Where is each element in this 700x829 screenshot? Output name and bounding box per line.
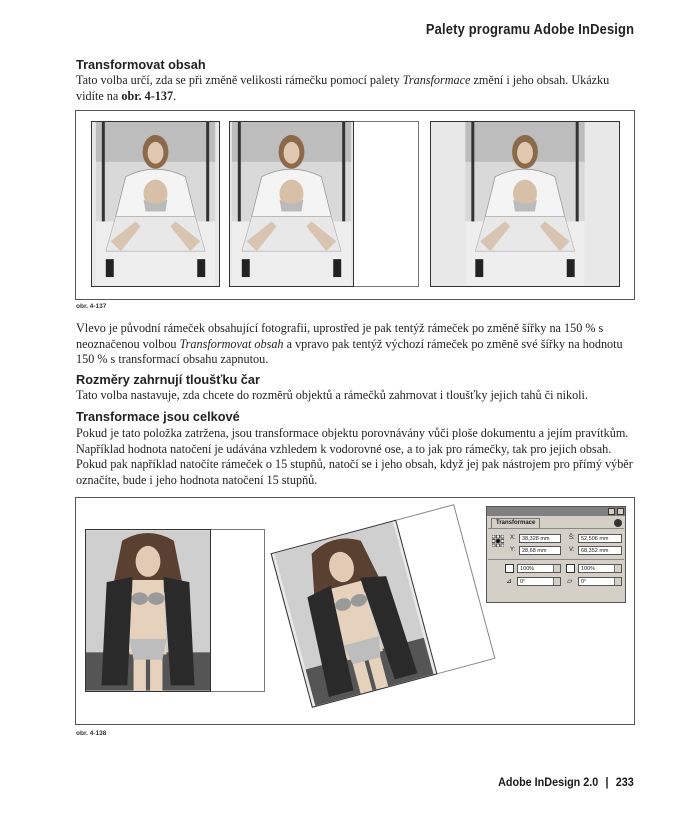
page-header-title: Palety programu Adobe InDesign — [425, 21, 634, 38]
chevron-down-icon[interactable] — [553, 578, 560, 585]
rotate-select[interactable] — [517, 577, 561, 586]
footer-book-title: Adobe InDesign 2.0 — [498, 775, 599, 789]
chevron-down-icon[interactable] — [553, 565, 560, 572]
figure-explanation-paragraph — [76, 321, 636, 368]
photo-original — [85, 529, 211, 692]
section-include-stroke-paragraph: Tato volba nastavuje, zda chcete do rozměrů objektů a rámečků zahrnovat i tloušťky jejich tahů či nikoli. — [76, 388, 588, 402]
x-position-field[interactable]: 38,328 mm — [519, 534, 561, 543]
section-transform-global-paragraph: Pokud je tato položka zatržena, jsou transformace objektu porovnávány vůči ploše dokumentu a jejím pravítkům. Například hodnota natočení je udávána vzhledem k vodorovné ose, a to jak pro rámečky, tak pro jejich obsah. Pokud pak například natočíte rámeček o 15 stupňů, natočí se i jeho obsah, když jej pak nástrojem pro přímý výběr označíte, bude i jeho hodnota natočení 15 stupňů. — [76, 426, 633, 487]
paragraph-text: změní i jeho obsah. Ukázku vidíte na — [76, 73, 610, 103]
palette-close-button[interactable] — [617, 508, 624, 515]
width-label: Š: — [569, 535, 575, 541]
section-heading-transform-content: Transformovat obsah — [76, 58, 206, 72]
palette-tab-transform[interactable]: Transformace — [491, 518, 540, 528]
scale-y-select[interactable] — [578, 564, 622, 573]
footer-separator: | — [605, 775, 609, 789]
shear-icon: ▱ — [567, 578, 573, 585]
photo-image — [86, 530, 210, 691]
transform-palette — [486, 506, 626, 603]
paragraph-emphasis: Transformace — [402, 73, 471, 87]
photo-image — [92, 122, 219, 286]
photo-image — [230, 122, 353, 286]
photo-resized-with-transform — [430, 121, 620, 287]
paragraph-text: Vlevo je původní rámeček obsahující fotografii, uprostřed je pak tentýž rámeček po změně šířky na 150 % s neoznačenou volbou — [76, 321, 604, 351]
palette-menu-icon[interactable] — [614, 519, 622, 527]
palette-titlebar[interactable] — [487, 507, 625, 516]
reference-point-icon[interactable] — [492, 535, 504, 547]
section-heading-include-stroke: Rozměry zahrnují tloušťku čar — [76, 373, 260, 387]
section-transform-content-paragraph — [76, 73, 636, 104]
palette-divider — [488, 559, 624, 560]
photo-image — [431, 122, 619, 286]
scale-x-icon — [505, 564, 514, 573]
chevron-down-icon[interactable] — [614, 565, 621, 572]
scale-y-value: 100% — [581, 566, 596, 572]
rotate-value: 0° — [520, 579, 526, 585]
paragraph-emphasis: Transformovat obsah — [179, 336, 284, 351]
photo-original-frame — [91, 121, 220, 287]
height-field[interactable]: 68,352 mm — [578, 546, 622, 555]
section-heading-transform-global: Transformace jsou celkové — [76, 410, 240, 424]
y-label: Y: — [510, 547, 516, 553]
y-position-field[interactable]: 28,68 mm — [519, 546, 561, 555]
figure-4-137 — [75, 110, 635, 300]
scale-y-icon — [566, 564, 575, 573]
width-field[interactable]: 52,506 mm — [578, 534, 622, 543]
figure-caption-4-137: obr. 4-137 — [76, 303, 107, 310]
figure-reference: obr. 4-137 — [121, 88, 174, 103]
scale-x-value: 100% — [520, 566, 535, 572]
rotated-frame — [271, 504, 496, 708]
paragraph-text: Tato volba určí, zda se při změně velikosti rámečku pomocí palety — [76, 73, 403, 87]
palette-divider — [488, 528, 624, 529]
shear-select[interactable] — [578, 577, 622, 586]
scale-x-select[interactable] — [517, 564, 561, 573]
palette-minimize-button[interactable] — [608, 508, 615, 515]
chevron-down-icon[interactable] — [614, 578, 621, 585]
frame-resized-no-transform — [229, 121, 419, 287]
page-number: 233 — [615, 775, 634, 789]
paragraph-text: . — [173, 88, 177, 103]
paragraph-text: a vpravo pak tentýž výchozí rámeček po změně své šířky na hodnotu 150 % s transformací obsahu zapnutou. — [76, 336, 623, 366]
height-label: V: — [569, 547, 575, 553]
x-label: X: — [510, 535, 516, 541]
rotate-icon: ⊿ — [506, 578, 512, 585]
shear-value: 0° — [581, 579, 587, 585]
figure-caption-4-138: obr. 4-138 — [76, 730, 107, 737]
photo-unscaled-content — [229, 121, 354, 287]
page-footer — [498, 775, 634, 789]
frame-original — [85, 529, 265, 692]
